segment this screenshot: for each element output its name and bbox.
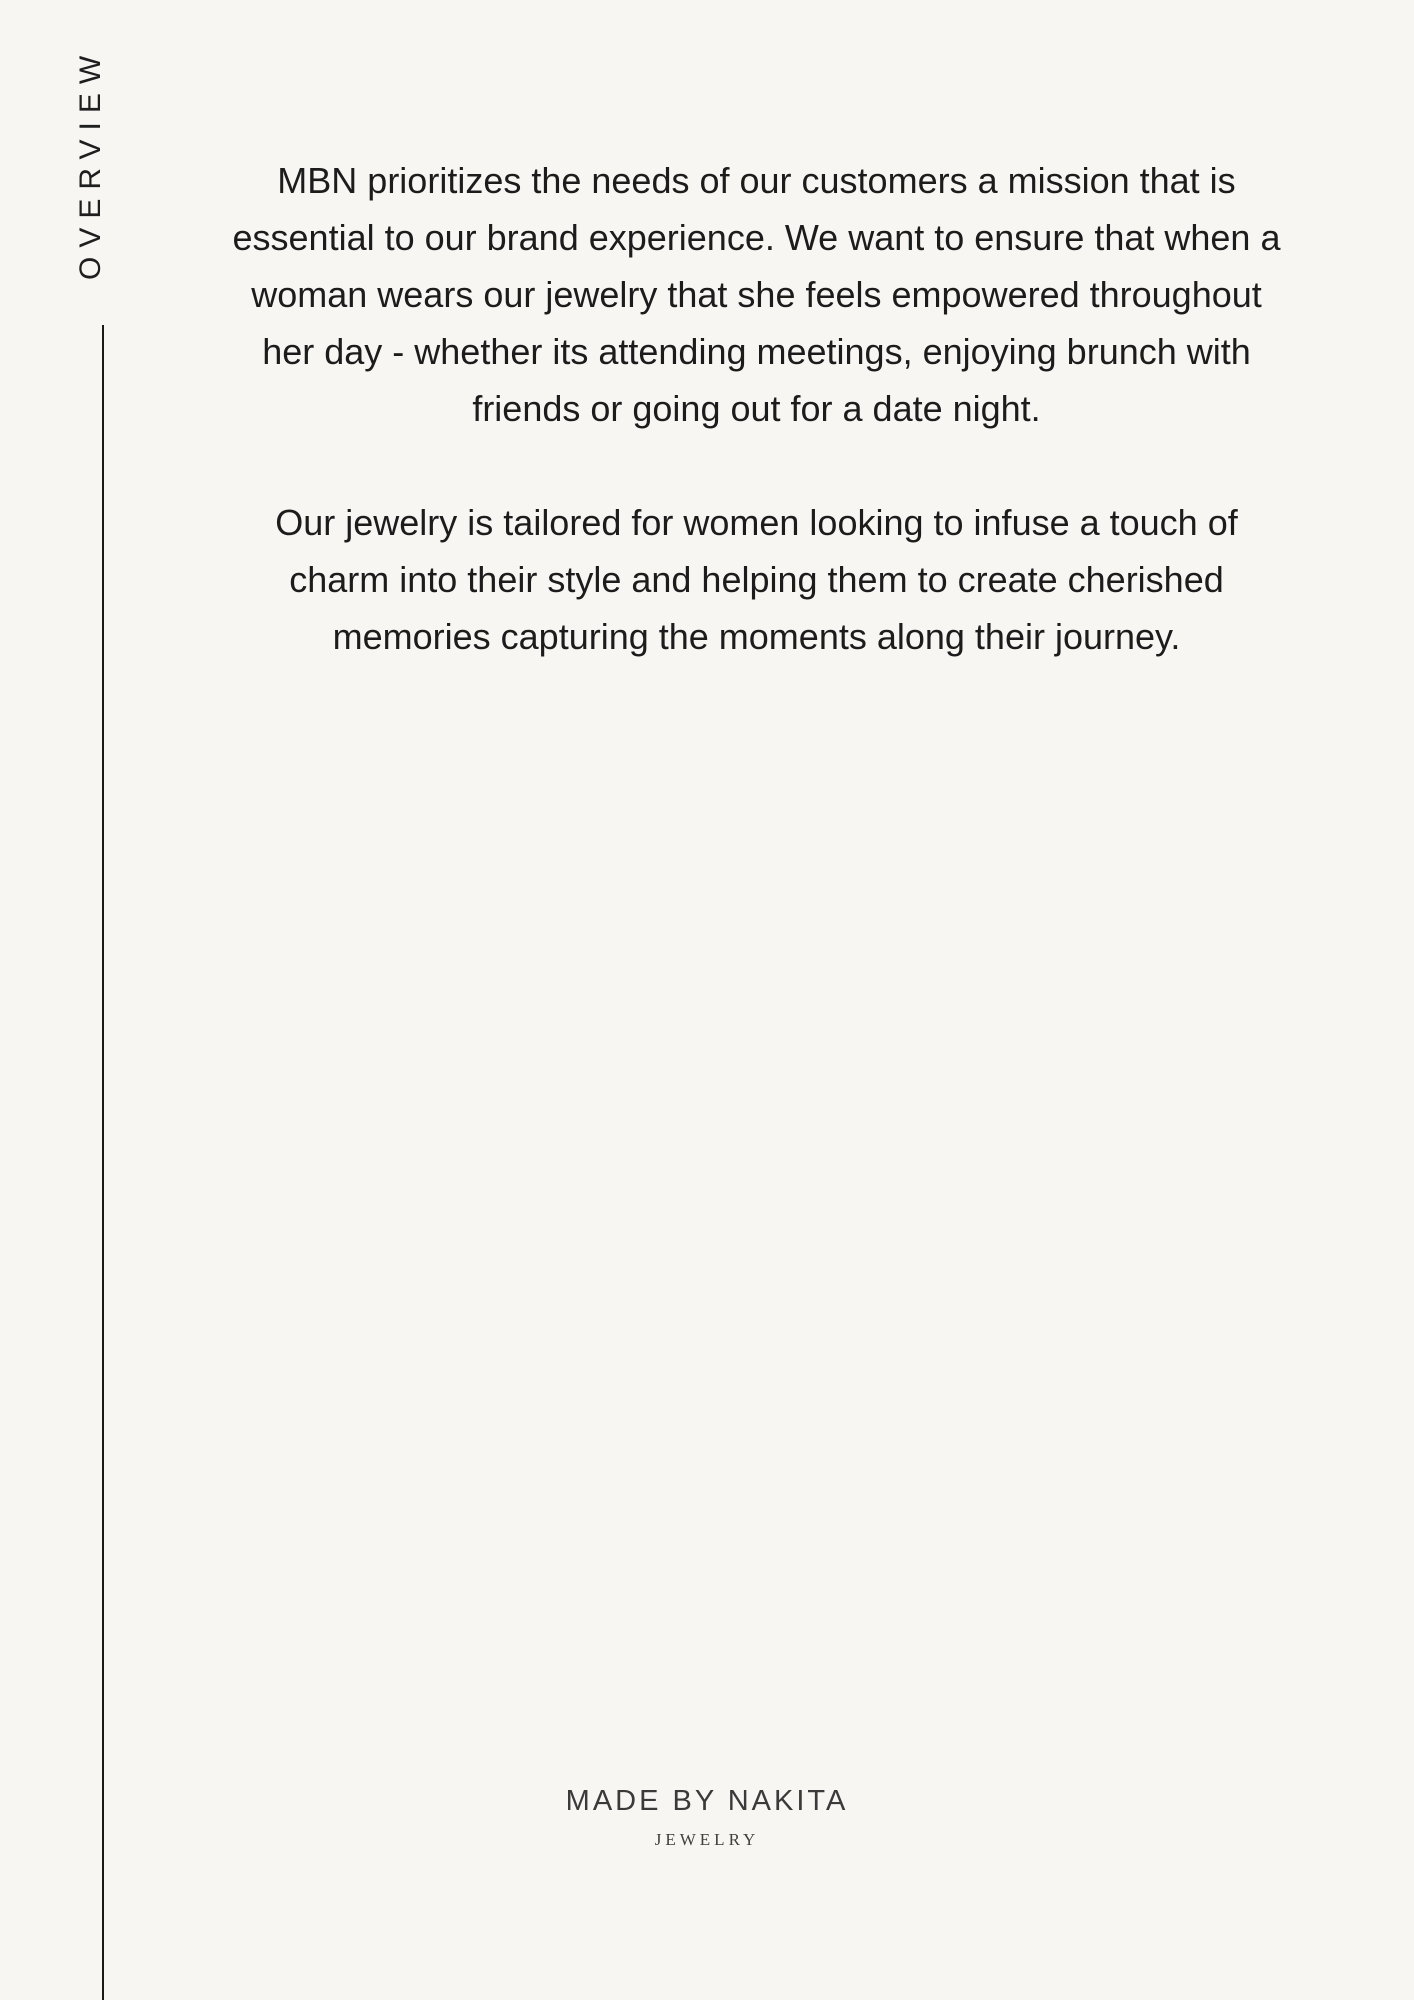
overview-body [225, 152, 1288, 665]
brand-logo [0, 1777, 1414, 1853]
brand-tagline: JEWELRY [654, 1830, 760, 1849]
brand-name: MADE BY NAKITA [565, 1785, 849, 1817]
overview-section-label: OVERVIEW [74, 46, 107, 280]
overview-paragraph: Our jewelry is tailored for women looking to infuse a touch of charm into their style and helping them to create cherished memories capturing the moments along their journey. [275, 502, 1238, 657]
overview-paragraph: MBN prioritizes the needs of our customers a mission that is essential to our brand experience. We want to ensure that when a woman wears our jewelry that she feels empowered throughout her day - whether its attending meetings, enjoying brunch with friends or going out for a date night. [232, 160, 1281, 429]
side-divider-line [102, 325, 104, 2000]
